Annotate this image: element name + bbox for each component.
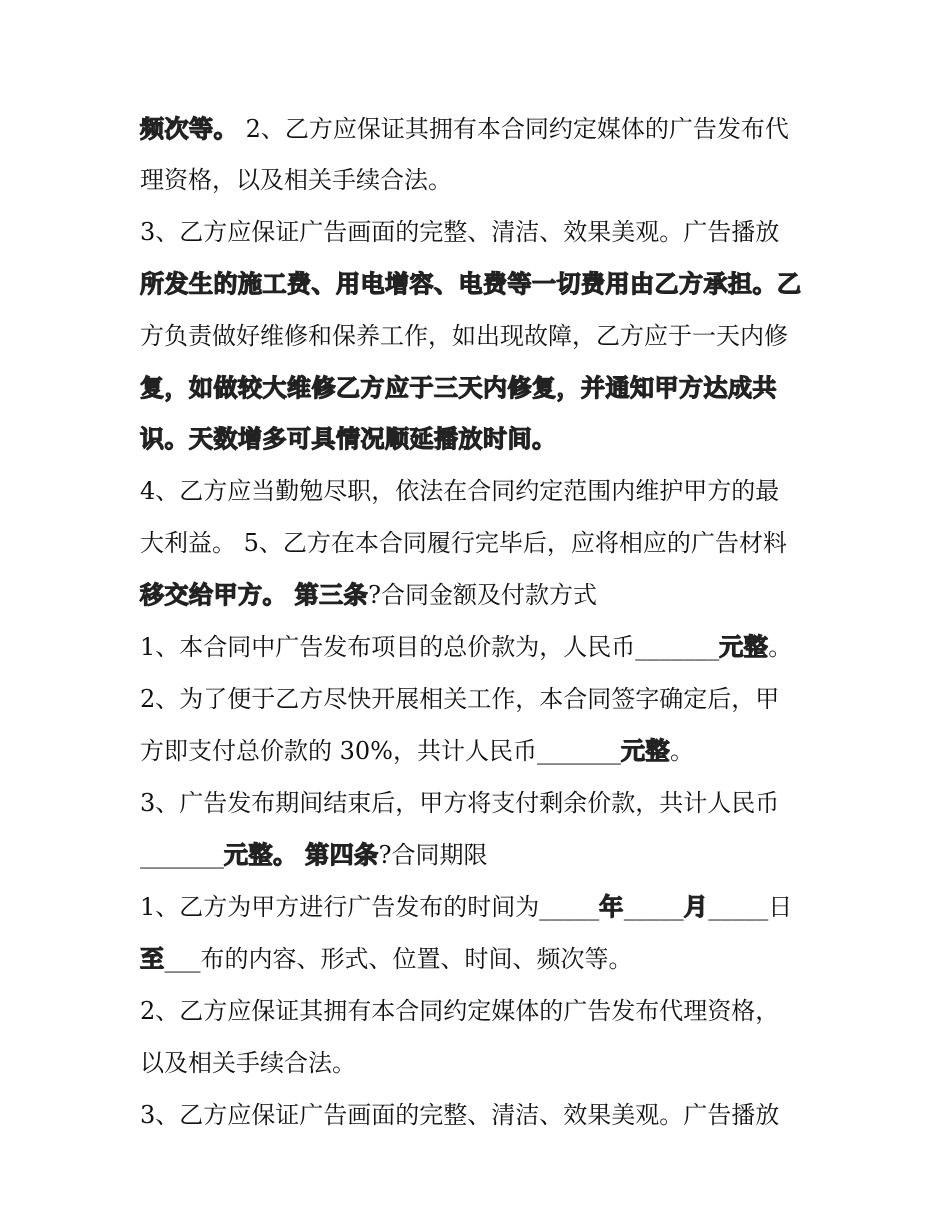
outlined-text-segment: 第三条 bbox=[294, 581, 369, 609]
text-line bbox=[140, 731, 820, 771]
text-segment: 1、本合同中广告发布项目的总价款为，人民币_______ bbox=[140, 633, 720, 661]
outlined-text-segment: 元整 bbox=[719, 633, 769, 661]
text-segment: 3、广告发布期间结束后，甲方将支付剩余价款，共计人民币 bbox=[140, 789, 780, 817]
text-segment: 以及相关手续合法。 bbox=[140, 1049, 356, 1077]
outlined-text-segment: 复，如做较大维修乙方应于三天内修复，并通知甲方达成共 bbox=[140, 374, 777, 402]
text-line bbox=[140, 939, 820, 979]
text-line bbox=[140, 368, 820, 408]
outlined-text-segment: 第四条 bbox=[305, 841, 379, 869]
text-segment: ?合同期限 bbox=[378, 841, 488, 869]
outlined-text-segment: 月 bbox=[683, 893, 709, 921]
outlined-text-segment: 移交给甲方。 bbox=[140, 581, 287, 609]
text-segment: 。 bbox=[768, 633, 793, 661]
outlined-text-segment: 年 bbox=[599, 893, 624, 921]
text-segment: ?合同金额及付款方式 bbox=[368, 581, 598, 609]
text-line bbox=[140, 1043, 820, 1083]
text-segment: 。 bbox=[669, 737, 694, 765]
text-line bbox=[140, 419, 820, 459]
text-segment bbox=[298, 841, 306, 869]
text-segment: 方负责做好维修和保养工作，如出现故障，乙方应于一天内修 bbox=[140, 322, 788, 350]
outlined-text-segment: 识。天数增多可具情况顺延播放时间。 bbox=[140, 425, 557, 453]
text-line bbox=[140, 991, 820, 1031]
text-segment: 方即支付总价款的 30%，共计人民币_______ bbox=[140, 737, 621, 765]
text-segment: 大利益。 5、乙方在本合同履行完毕后，应将相应的广告材料 bbox=[140, 529, 787, 557]
text-line bbox=[140, 783, 820, 823]
text-segment: _____ bbox=[623, 893, 684, 921]
text-line bbox=[140, 523, 820, 563]
text-line bbox=[140, 160, 820, 200]
text-segment: ___布的内容、形式、位置、时间、频次等。 bbox=[164, 945, 633, 973]
text-segment: 1、乙方为甲方进行广告发布的时间为_____ bbox=[140, 893, 600, 921]
text-line bbox=[140, 109, 820, 149]
text-line bbox=[140, 316, 820, 356]
text-line bbox=[140, 575, 820, 615]
text-line bbox=[140, 887, 820, 927]
text-line bbox=[140, 835, 820, 875]
text-segment: 2、乙方应保证其拥有本合同约定媒体的广告发布代理资格， bbox=[140, 997, 780, 1025]
text-segment: _______ bbox=[140, 841, 224, 869]
text-segment: 2、乙方应保证其拥有本合同约定媒体的广告发布代 bbox=[238, 115, 789, 143]
text-line bbox=[140, 212, 820, 252]
text-line bbox=[140, 264, 820, 304]
text-segment: 3、乙方应保证广告画面的完整、清洁、效果美观。广告播放 bbox=[140, 218, 780, 246]
text-line bbox=[140, 1095, 820, 1135]
text-line bbox=[140, 627, 820, 667]
text-line bbox=[140, 471, 820, 511]
outlined-text-segment: 元整 bbox=[620, 737, 670, 765]
text-segment bbox=[287, 581, 295, 609]
outlined-text-segment: 所发生的施工费、用电增容、电费等一切费用由乙方承担。乙 bbox=[140, 270, 802, 298]
text-segment: 2、为了便于乙方尽快开展相关工作，本合同签字确定后，甲 bbox=[140, 685, 780, 713]
text-line bbox=[140, 679, 820, 719]
outlined-text-segment: 至 bbox=[140, 945, 165, 973]
outlined-text-segment: 元整。 bbox=[224, 841, 298, 869]
text-segment: 4、乙方应当勤勉尽职，依法在合同约定范围内维护甲方的最 bbox=[140, 477, 780, 505]
text-segment: 3、乙方应保证广告画面的完整、清洁、效果美观。广告播放 bbox=[140, 1101, 780, 1129]
outlined-text-segment: 频次等。 bbox=[140, 115, 238, 143]
text-segment: _____日 bbox=[708, 893, 793, 921]
text-segment: 理资格，以及相关手续合法。 bbox=[140, 166, 452, 194]
